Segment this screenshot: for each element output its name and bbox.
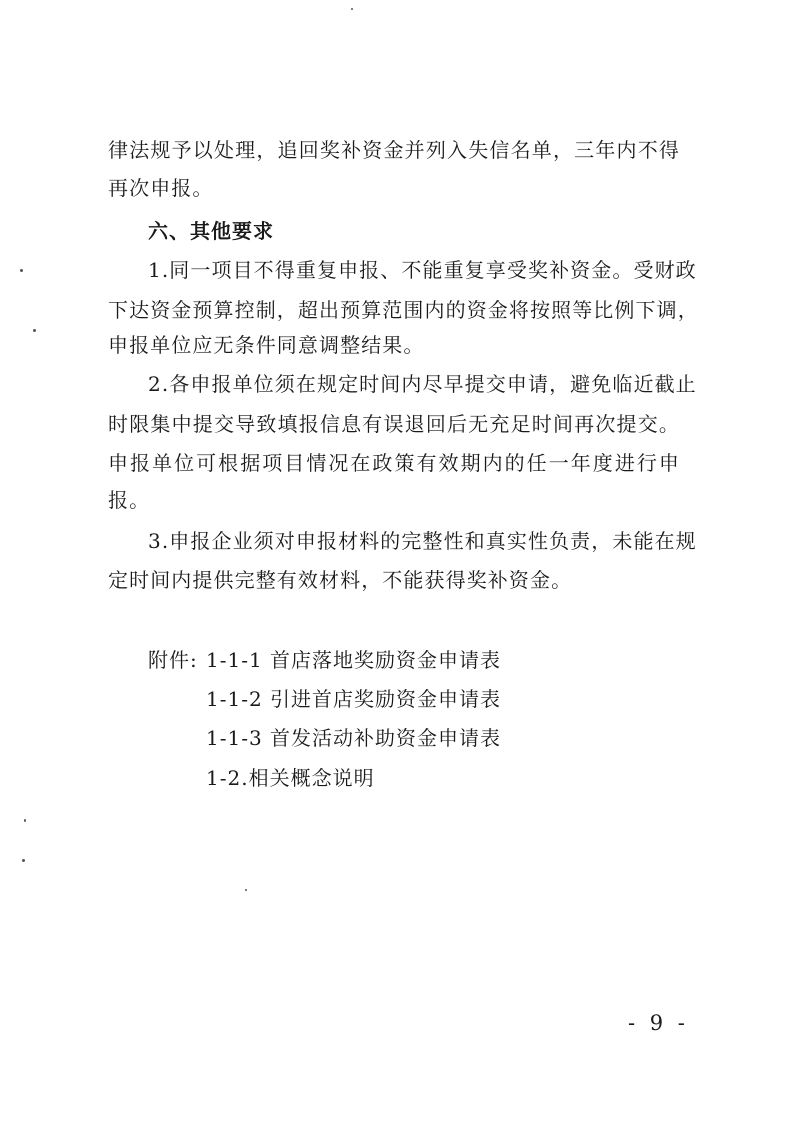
paragraph-line: 报。 (108, 488, 151, 512)
attachment-item: 1-1-1 首店落地奖励资金申请表 (206, 648, 502, 672)
page-number: - 9 - (628, 1011, 689, 1035)
section-heading: 六、其他要求 (148, 219, 274, 243)
paragraph-line: 3.申报企业须对申报材料的完整性和真实性负责，未能在规 (148, 529, 697, 553)
attachment-item: 1-1-3 首发活动补助资金申请表 (206, 726, 502, 750)
paragraph-line: 1.同一项目不得重复申报、不能重复享受奖补资金。受财政 (148, 258, 697, 282)
scan-speck (351, 8, 353, 10)
paragraph-line: 时限集中提交导致填报信息有误退回后无充足时间再次提交。 (108, 412, 680, 436)
attachment-item: 1-1-2 引进首店奖励资金申请表 (206, 687, 502, 711)
paragraph-line: 再次申报。 (108, 176, 214, 200)
scan-speck (245, 889, 247, 891)
paragraph-line: 申报单位可根据项目情况在政策有效期内的任一年度进行申 (108, 451, 680, 475)
paragraph-line: 下达资金预算控制，超出预算范围内的资金将按照等比例下调， (108, 298, 699, 322)
paragraph-line: 申报单位应无条件同意调整结果。 (108, 333, 425, 357)
scan-speck (20, 269, 23, 272)
attachment-item: 1-2.相关概念说明 (206, 766, 375, 790)
scan-speck (22, 859, 25, 862)
scan-speck (24, 819, 26, 822)
attachments-label: 附件: (148, 648, 198, 672)
paragraph-line: 定时间内提供完整有效材料，不能获得奖补资金。 (108, 568, 573, 592)
scan-speck (33, 329, 36, 332)
paragraph-line: 2.各申报单位须在规定时间内尽早提交申请，避免临近截止 (148, 372, 697, 396)
paragraph-line: 律法规予以处理，追回奖补资金并列入失信名单，三年内不得 (108, 138, 680, 162)
